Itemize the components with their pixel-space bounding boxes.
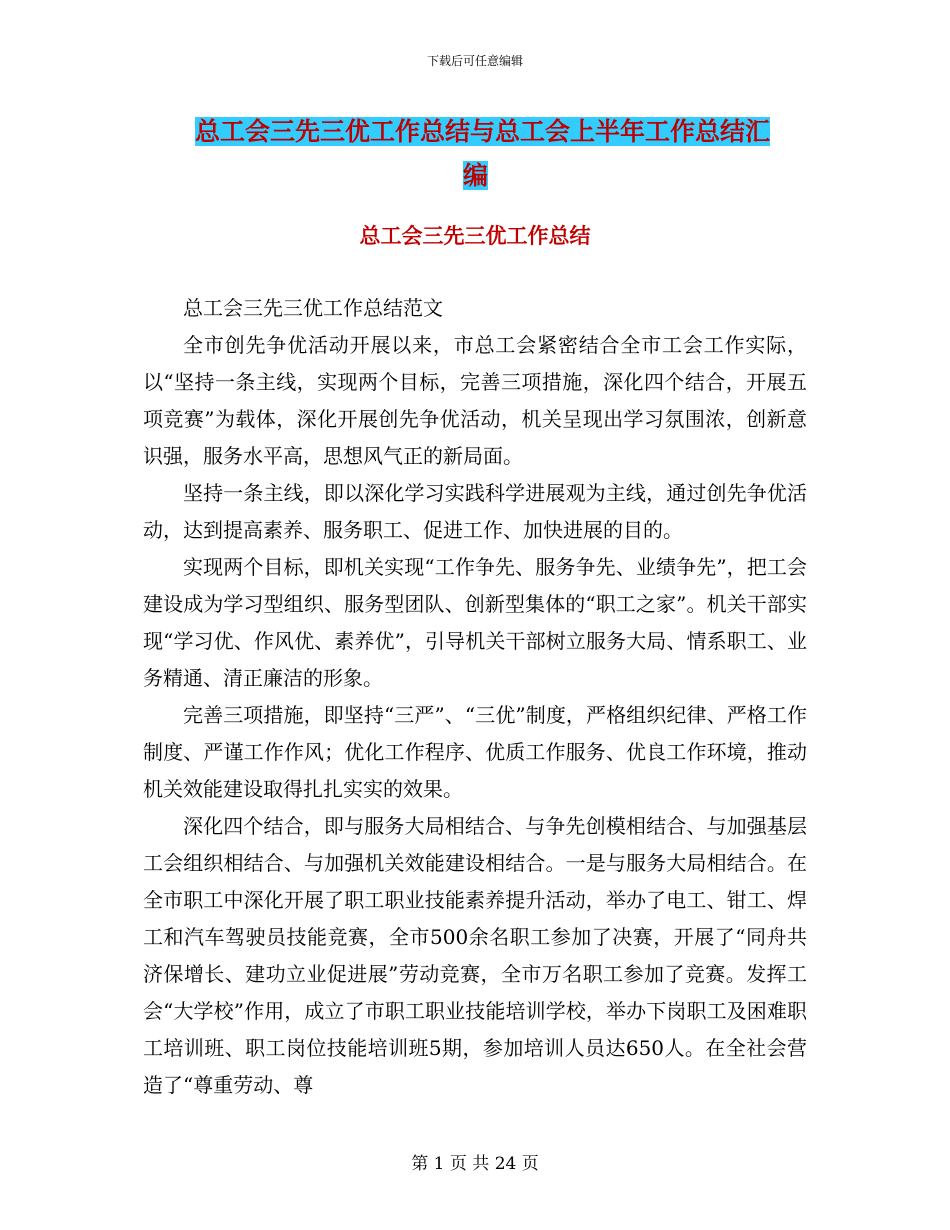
document-title-line-2: 编 [463,161,489,190]
document-body [143,290,807,1104]
paragraph: 全市创先争优活动开展以来，市总工会紧密结合全市工会工作实际，以“坚持一条主线，实现两个目标，完善三项措施，深化四个结合，开展五项竞赛”为载体，深化开展创先争优活动，机关呈现出学习氛围浓，创新意识强，服务水平高，思想风气正的新局面。 [143,333,807,468]
paragraph: 坚持一条主线，即以深化学习实践科学进展观为主线，通过创先争优活动，达到提高素养、服务职工、促进工作、加快进展的目的。 [143,481,807,542]
document-title-line-1: 总工会三先三优工作总结与总工会上半年工作总结汇 [195,117,771,146]
page-number-footer: 第 1 页 共 24 页 [411,1154,539,1174]
paragraph: 深化四个结合，即与服务大局相结合、与争先创模相结合、与加强基层工会组织相结合、与加强机关效能建设相结合。一是与服务大局相结合。在全市职工中深化开展了职工职业技能素养提升活动，举办了电工、钳工、焊工和汽车驾驶员技能竞赛，全市500余名职工参加了决赛，开展了“同舟共济保增长、建功立业促进展”劳动竞赛，全市万名职工参加了竞赛。发挥工会“大学校”作用，成立了市职工职业技能培训学校，举办下岗职工及困难职工培训班、职工岗位技能培训班5期，参加培训人员达650人。在全社会营造了“尊重劳动、尊 [143,814,807,1097]
paragraph: 完善三项措施，即坚持“三严”、“三优”制度，严格组织纪律、严格工作制度、严谨工作作风；优化工作程序、优质工作服务、优良工作环境，推动机关效能建设取得扎扎实实的效果。 [143,703,807,801]
section-title: 总工会三先三优工作总结 [359,224,591,248]
paragraph: 实现两个目标，即机关实现“工作争先、服务争先、业绩争先”，把工会建设成为学习型组织、服务型团队、创新型集体的“职工之家”。机关干部实现“学习优、作风优、素养优”，引导机关干部树立服务大局、情系职工、业务精通、清正廉洁的形象。 [143,555,807,690]
document-title [195,110,815,198]
page-header-note: 下载后可任意编辑 [426,54,523,68]
paragraph-subtitle: 总工会三先三优工作总结范文 [183,296,443,320]
